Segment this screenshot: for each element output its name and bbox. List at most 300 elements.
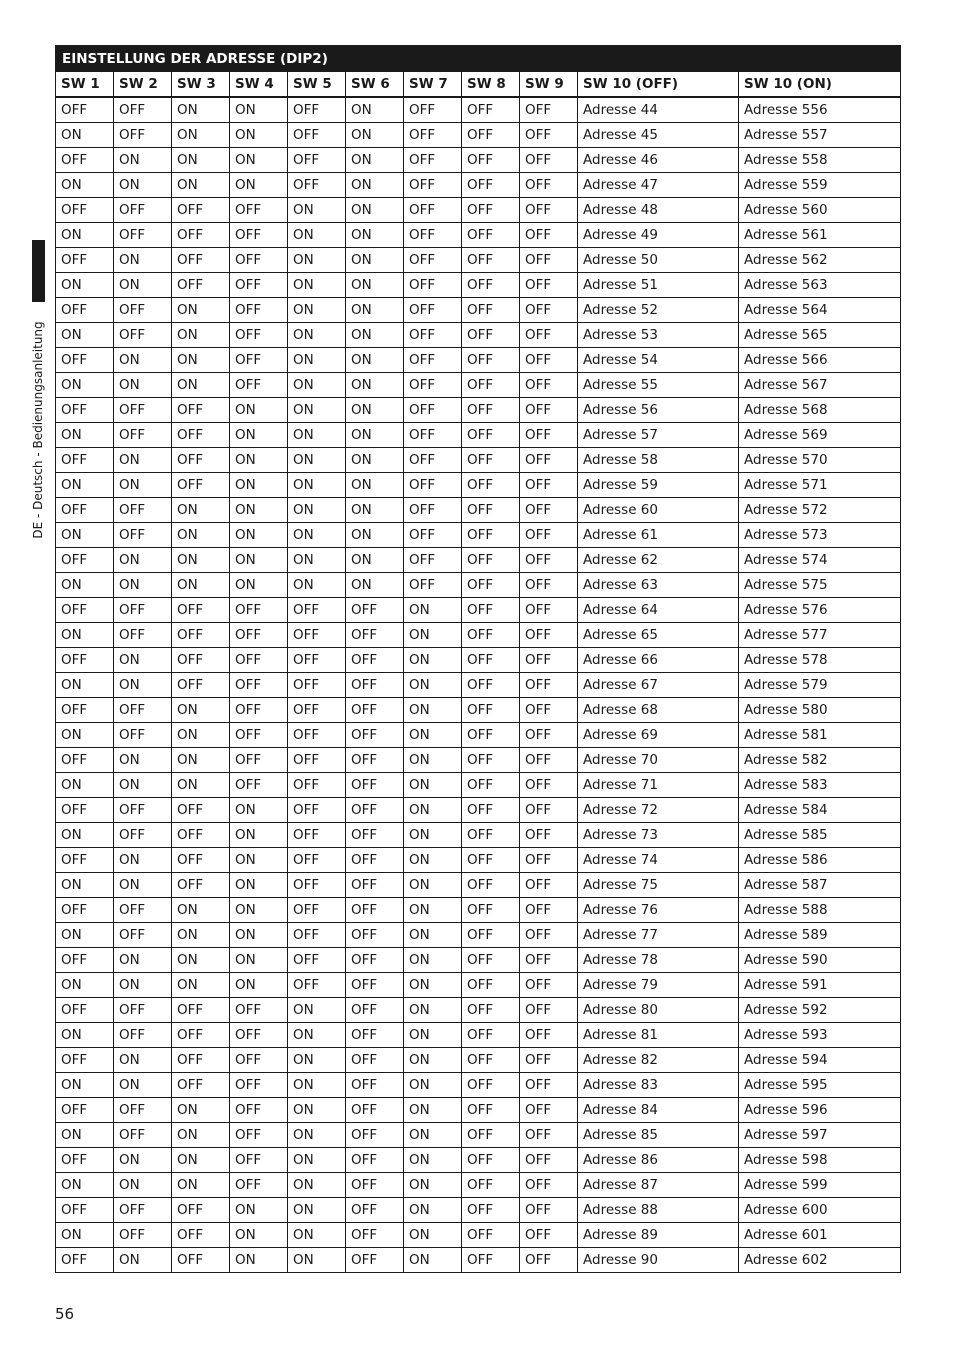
table-cell: OFF (462, 823, 520, 848)
table-cell: ON (404, 973, 462, 998)
table-row (56, 873, 901, 898)
table-cell: Adresse 54 (578, 348, 739, 373)
table-cell: OFF (520, 648, 578, 673)
table-cell: OFF (56, 298, 114, 323)
table-cell: Adresse 89 (578, 1223, 739, 1248)
table-cell: OFF (404, 273, 462, 298)
table-cell: OFF (56, 698, 114, 723)
table-cell: OFF (114, 823, 172, 848)
table-cell: OFF (288, 97, 346, 123)
table-cell: OFF (520, 398, 578, 423)
table-cell: Adresse 51 (578, 273, 739, 298)
table-row (56, 798, 901, 823)
table-cell: OFF (114, 698, 172, 723)
side-label: DE - Deutsch - Bedienungsanleitung (31, 321, 45, 539)
table-cell: ON (288, 1123, 346, 1148)
table-cell: ON (56, 273, 114, 298)
table-cell: OFF (462, 998, 520, 1023)
table-cell: ON (230, 548, 288, 573)
table-row (56, 473, 901, 498)
table-cell: OFF (520, 248, 578, 273)
table-row (56, 423, 901, 448)
table-cell: OFF (56, 1248, 114, 1273)
table-cell: OFF (346, 823, 404, 848)
table-cell: OFF (404, 198, 462, 223)
table-cell: OFF (230, 223, 288, 248)
table-cell: ON (404, 873, 462, 898)
table-cell: OFF (462, 698, 520, 723)
table-cell: OFF (462, 423, 520, 448)
table-cell: Adresse 574 (739, 548, 901, 573)
table-row (56, 823, 901, 848)
table-cell: ON (288, 998, 346, 1023)
table-cell: OFF (172, 673, 230, 698)
table-cell: OFF (462, 198, 520, 223)
table-cell: OFF (172, 1073, 230, 1098)
table-cell: OFF (520, 1198, 578, 1223)
table-cell: ON (288, 373, 346, 398)
table-cell: Adresse 570 (739, 448, 901, 473)
table-cell: OFF (288, 598, 346, 623)
table-cell: ON (288, 448, 346, 473)
table-cell: ON (346, 198, 404, 223)
table-cell: OFF (346, 748, 404, 773)
table-cell: ON (346, 123, 404, 148)
table-cell: ON (230, 423, 288, 448)
table-cell: OFF (230, 273, 288, 298)
table-cell: ON (172, 723, 230, 748)
table-cell: ON (56, 673, 114, 698)
table-cell: ON (230, 848, 288, 873)
table-cell: OFF (520, 148, 578, 173)
table-cell: ON (288, 273, 346, 298)
table-cell: ON (404, 923, 462, 948)
table-cell: OFF (288, 798, 346, 823)
table-cell: Adresse 576 (739, 598, 901, 623)
table-cell: OFF (462, 373, 520, 398)
column-header: SW 9 (520, 72, 578, 98)
table-cell: Adresse 52 (578, 298, 739, 323)
table-cell: OFF (172, 623, 230, 648)
table-cell: OFF (346, 1148, 404, 1173)
table-cell: OFF (56, 348, 114, 373)
table-cell: OFF (346, 773, 404, 798)
table-cell: Adresse 566 (739, 348, 901, 373)
table-cell: OFF (520, 548, 578, 573)
table-row (56, 623, 901, 648)
table-cell: ON (230, 873, 288, 898)
table-cell: Adresse 592 (739, 998, 901, 1023)
table-cell: ON (172, 298, 230, 323)
table-cell: OFF (462, 1223, 520, 1248)
table-cell: OFF (230, 298, 288, 323)
table-cell: OFF (288, 648, 346, 673)
table-cell: OFF (172, 423, 230, 448)
table-cell: OFF (230, 773, 288, 798)
table-row (56, 323, 901, 348)
table-cell: Adresse 557 (739, 123, 901, 148)
table-cell: Adresse 602 (739, 1248, 901, 1273)
table-cell: OFF (288, 873, 346, 898)
table-cell: Adresse 558 (739, 148, 901, 173)
table-cell: OFF (172, 223, 230, 248)
dip-address-table (55, 45, 901, 1273)
table-cell: ON (404, 1098, 462, 1123)
table-cell: OFF (520, 798, 578, 823)
table-cell: ON (172, 773, 230, 798)
table-cell: Adresse 560 (739, 198, 901, 223)
table-cell: OFF (462, 1098, 520, 1123)
table-cell: ON (404, 623, 462, 648)
table-cell: OFF (520, 1023, 578, 1048)
table-cell: OFF (56, 198, 114, 223)
table-cell: Adresse 64 (578, 598, 739, 623)
table-row (56, 773, 901, 798)
table-cell: Adresse 577 (739, 623, 901, 648)
table-cell: ON (230, 898, 288, 923)
table-cell: Adresse 600 (739, 1198, 901, 1223)
table-row (56, 173, 901, 198)
table-row (56, 573, 901, 598)
table-cell: Adresse 82 (578, 1048, 739, 1073)
table-cell: Adresse 556 (739, 97, 901, 123)
table-cell: OFF (462, 273, 520, 298)
table-cell: Adresse 595 (739, 1073, 901, 1098)
table-cell: ON (56, 1173, 114, 1198)
table-cell: OFF (520, 448, 578, 473)
table-row (56, 148, 901, 173)
table-cell: ON (288, 548, 346, 573)
table-cell: ON (230, 123, 288, 148)
table-cell: OFF (56, 598, 114, 623)
table-cell: ON (114, 148, 172, 173)
table-cell: ON (114, 448, 172, 473)
table-cell: OFF (114, 623, 172, 648)
table-cell: OFF (230, 698, 288, 723)
table-cell: OFF (172, 648, 230, 673)
table-row (56, 1248, 901, 1273)
table-cell: ON (56, 373, 114, 398)
table-cell: Adresse 61 (578, 523, 739, 548)
table-cell: OFF (114, 798, 172, 823)
table-cell: OFF (520, 573, 578, 598)
table-cell: Adresse 568 (739, 398, 901, 423)
table-cell: OFF (56, 1148, 114, 1173)
table-cell: ON (346, 97, 404, 123)
table-row (56, 373, 901, 398)
table-cell: OFF (114, 198, 172, 223)
table-cell: OFF (520, 123, 578, 148)
table-cell: ON (288, 498, 346, 523)
table-cell: ON (114, 173, 172, 198)
table-cell: ON (288, 398, 346, 423)
table-cell: ON (288, 1048, 346, 1073)
column-header: SW 10 (OFF) (578, 72, 739, 98)
table-cell: ON (114, 348, 172, 373)
table-cell: OFF (346, 1098, 404, 1123)
table-cell: Adresse 50 (578, 248, 739, 273)
table-cell: ON (172, 923, 230, 948)
table-cell: OFF (172, 1048, 230, 1073)
table-cell: Adresse 69 (578, 723, 739, 748)
table-cell: OFF (346, 998, 404, 1023)
table-cell: OFF (56, 97, 114, 123)
table-cell: ON (288, 1148, 346, 1173)
table-cell: Adresse 584 (739, 798, 901, 823)
table-cell: ON (346, 148, 404, 173)
table-cell: Adresse 57 (578, 423, 739, 448)
table-cell: OFF (346, 598, 404, 623)
table-cell: OFF (520, 273, 578, 298)
table-cell: ON (56, 773, 114, 798)
table-cell: OFF (230, 1173, 288, 1198)
table-cell: OFF (346, 623, 404, 648)
table-cell: OFF (114, 998, 172, 1023)
table-cell: ON (404, 1048, 462, 1073)
table-cell: ON (230, 448, 288, 473)
table-cell: OFF (288, 748, 346, 773)
table-cell: Adresse 567 (739, 373, 901, 398)
table-cell: OFF (520, 473, 578, 498)
table-cell: ON (172, 498, 230, 523)
table-row (56, 1023, 901, 1048)
table-cell: OFF (404, 373, 462, 398)
table-cell: ON (56, 973, 114, 998)
table-cell: OFF (462, 723, 520, 748)
table-cell: ON (404, 823, 462, 848)
table-cell: OFF (230, 1098, 288, 1123)
table-cell: OFF (172, 1223, 230, 1248)
table-cell: Adresse 599 (739, 1173, 901, 1198)
table-cell: ON (114, 848, 172, 873)
table-cell: ON (172, 348, 230, 373)
table-cell: ON (230, 573, 288, 598)
table-cell: OFF (172, 998, 230, 1023)
table-cell: ON (114, 1148, 172, 1173)
table-cell: OFF (520, 298, 578, 323)
table-cell: ON (346, 498, 404, 523)
table-cell: OFF (346, 873, 404, 898)
table-cell: ON (346, 548, 404, 573)
table-cell: OFF (404, 298, 462, 323)
table-cell: ON (230, 798, 288, 823)
table-cell: OFF (288, 173, 346, 198)
table-cell: OFF (346, 798, 404, 823)
table-cell: Adresse 87 (578, 1173, 739, 1198)
table-cell: ON (404, 1173, 462, 1198)
table-cell: OFF (288, 623, 346, 648)
table-cell: ON (56, 473, 114, 498)
table-cell: ON (56, 1023, 114, 1048)
table-row (56, 848, 901, 873)
table-cell: OFF (172, 598, 230, 623)
table-cell: OFF (520, 498, 578, 523)
table-cell: OFF (346, 723, 404, 748)
table-cell: Adresse 590 (739, 948, 901, 973)
table-cell: Adresse 565 (739, 323, 901, 348)
table-row (56, 898, 901, 923)
table-cell: OFF (462, 173, 520, 198)
table-cell: Adresse 587 (739, 873, 901, 898)
table-cell: ON (346, 323, 404, 348)
table-cell: Adresse 573 (739, 523, 901, 548)
table-cell: Adresse 593 (739, 1023, 901, 1048)
table-cell: OFF (520, 873, 578, 898)
table-cell: ON (114, 1248, 172, 1273)
table-cell: OFF (230, 1048, 288, 1073)
table-cell: OFF (520, 323, 578, 348)
table-cell: Adresse 56 (578, 398, 739, 423)
table-cell: ON (114, 273, 172, 298)
table-cell: OFF (172, 1248, 230, 1273)
table-cell: ON (172, 573, 230, 598)
table-cell: OFF (520, 223, 578, 248)
table-cell: OFF (462, 398, 520, 423)
table-cell: ON (172, 323, 230, 348)
table-cell: OFF (462, 498, 520, 523)
table-cell: ON (56, 323, 114, 348)
table-row (56, 698, 901, 723)
table-cell: Adresse 591 (739, 973, 901, 998)
table-cell: OFF (56, 398, 114, 423)
table-cell: OFF (404, 248, 462, 273)
table-cell: OFF (346, 673, 404, 698)
table-cell: OFF (462, 473, 520, 498)
table-row (56, 948, 901, 973)
table-cell: OFF (404, 548, 462, 573)
table-cell: Adresse 571 (739, 473, 901, 498)
table-cell: Adresse 66 (578, 648, 739, 673)
table-cell: OFF (520, 923, 578, 948)
table-cell: ON (172, 748, 230, 773)
table-cell: ON (288, 1223, 346, 1248)
table-cell: OFF (114, 723, 172, 748)
table-cell: OFF (462, 848, 520, 873)
table-cell: OFF (346, 698, 404, 723)
table-cell: OFF (462, 1148, 520, 1173)
table-cell: OFF (230, 348, 288, 373)
table-cell: OFF (520, 423, 578, 448)
table-cell: ON (404, 998, 462, 1023)
table-cell: OFF (172, 398, 230, 423)
table-cell: Adresse 78 (578, 948, 739, 973)
table-row (56, 598, 901, 623)
table-cell: OFF (114, 523, 172, 548)
table-cell: Adresse 581 (739, 723, 901, 748)
table-cell: ON (230, 1223, 288, 1248)
table-cell: ON (404, 1248, 462, 1273)
table-cell: OFF (520, 97, 578, 123)
table-cell: ON (404, 673, 462, 698)
table-cell: ON (404, 848, 462, 873)
column-header: SW 10 (ON) (739, 72, 901, 98)
table-cell: ON (56, 1123, 114, 1148)
table-cell: ON (346, 373, 404, 398)
table-row (56, 123, 901, 148)
table-cell: OFF (520, 1073, 578, 1098)
table-cell: ON (56, 423, 114, 448)
table-cell: OFF (172, 273, 230, 298)
table-cell: OFF (462, 648, 520, 673)
table-cell: ON (288, 1248, 346, 1273)
table-cell: ON (346, 298, 404, 323)
table-row (56, 398, 901, 423)
column-header: SW 5 (288, 72, 346, 98)
table-row (56, 998, 901, 1023)
table-cell: OFF (520, 623, 578, 648)
table-cell: Adresse 594 (739, 1048, 901, 1073)
table-row (56, 523, 901, 548)
table-cell: ON (114, 748, 172, 773)
table-cell: OFF (520, 848, 578, 873)
table-cell: ON (346, 398, 404, 423)
table-cell: ON (114, 473, 172, 498)
table-cell: Adresse 88 (578, 1198, 739, 1223)
table-cell: OFF (520, 698, 578, 723)
table-cell: ON (404, 1073, 462, 1098)
table-cell: OFF (172, 798, 230, 823)
table-cell: OFF (520, 973, 578, 998)
table-row (56, 748, 901, 773)
table-cell: Adresse 588 (739, 898, 901, 923)
table-cell: OFF (520, 1148, 578, 1173)
table-cell: Adresse 46 (578, 148, 739, 173)
table-cell: Adresse 563 (739, 273, 901, 298)
table-cell: ON (288, 298, 346, 323)
table-cell: ON (288, 1198, 346, 1223)
table-cell: OFF (404, 398, 462, 423)
table-row (56, 97, 901, 123)
table-cell: OFF (520, 898, 578, 923)
table-cell: Adresse 53 (578, 323, 739, 348)
table-cell: Adresse 562 (739, 248, 901, 273)
table-cell: OFF (114, 423, 172, 448)
table-cell: OFF (56, 998, 114, 1023)
table-cell: OFF (404, 448, 462, 473)
table-cell: Adresse 559 (739, 173, 901, 198)
table-cell: Adresse 60 (578, 498, 739, 523)
table-cell: OFF (114, 1023, 172, 1048)
table-cell: OFF (462, 898, 520, 923)
table-cell: Adresse 564 (739, 298, 901, 323)
table-cell: OFF (462, 573, 520, 598)
table-row (56, 273, 901, 298)
table-cell: ON (172, 973, 230, 998)
table-cell: OFF (462, 123, 520, 148)
table-cell: OFF (520, 998, 578, 1023)
table-cell: ON (404, 898, 462, 923)
table-cell: OFF (462, 1073, 520, 1098)
table-cell: ON (56, 873, 114, 898)
table-cell: OFF (172, 1198, 230, 1223)
table-cell: ON (114, 248, 172, 273)
table-cell: OFF (404, 223, 462, 248)
table-cell: Adresse 579 (739, 673, 901, 698)
table-cell: OFF (114, 598, 172, 623)
table-cell: OFF (462, 673, 520, 698)
table-cell: OFF (288, 823, 346, 848)
table-row (56, 973, 901, 998)
table-cell: OFF (230, 198, 288, 223)
table-cell: Adresse 73 (578, 823, 739, 848)
table-cell: OFF (462, 798, 520, 823)
table-cell: OFF (172, 448, 230, 473)
table-cell: OFF (114, 398, 172, 423)
table-cell: OFF (346, 923, 404, 948)
table-cell: ON (56, 123, 114, 148)
table-cell: ON (56, 923, 114, 948)
column-header: SW 7 (404, 72, 462, 98)
